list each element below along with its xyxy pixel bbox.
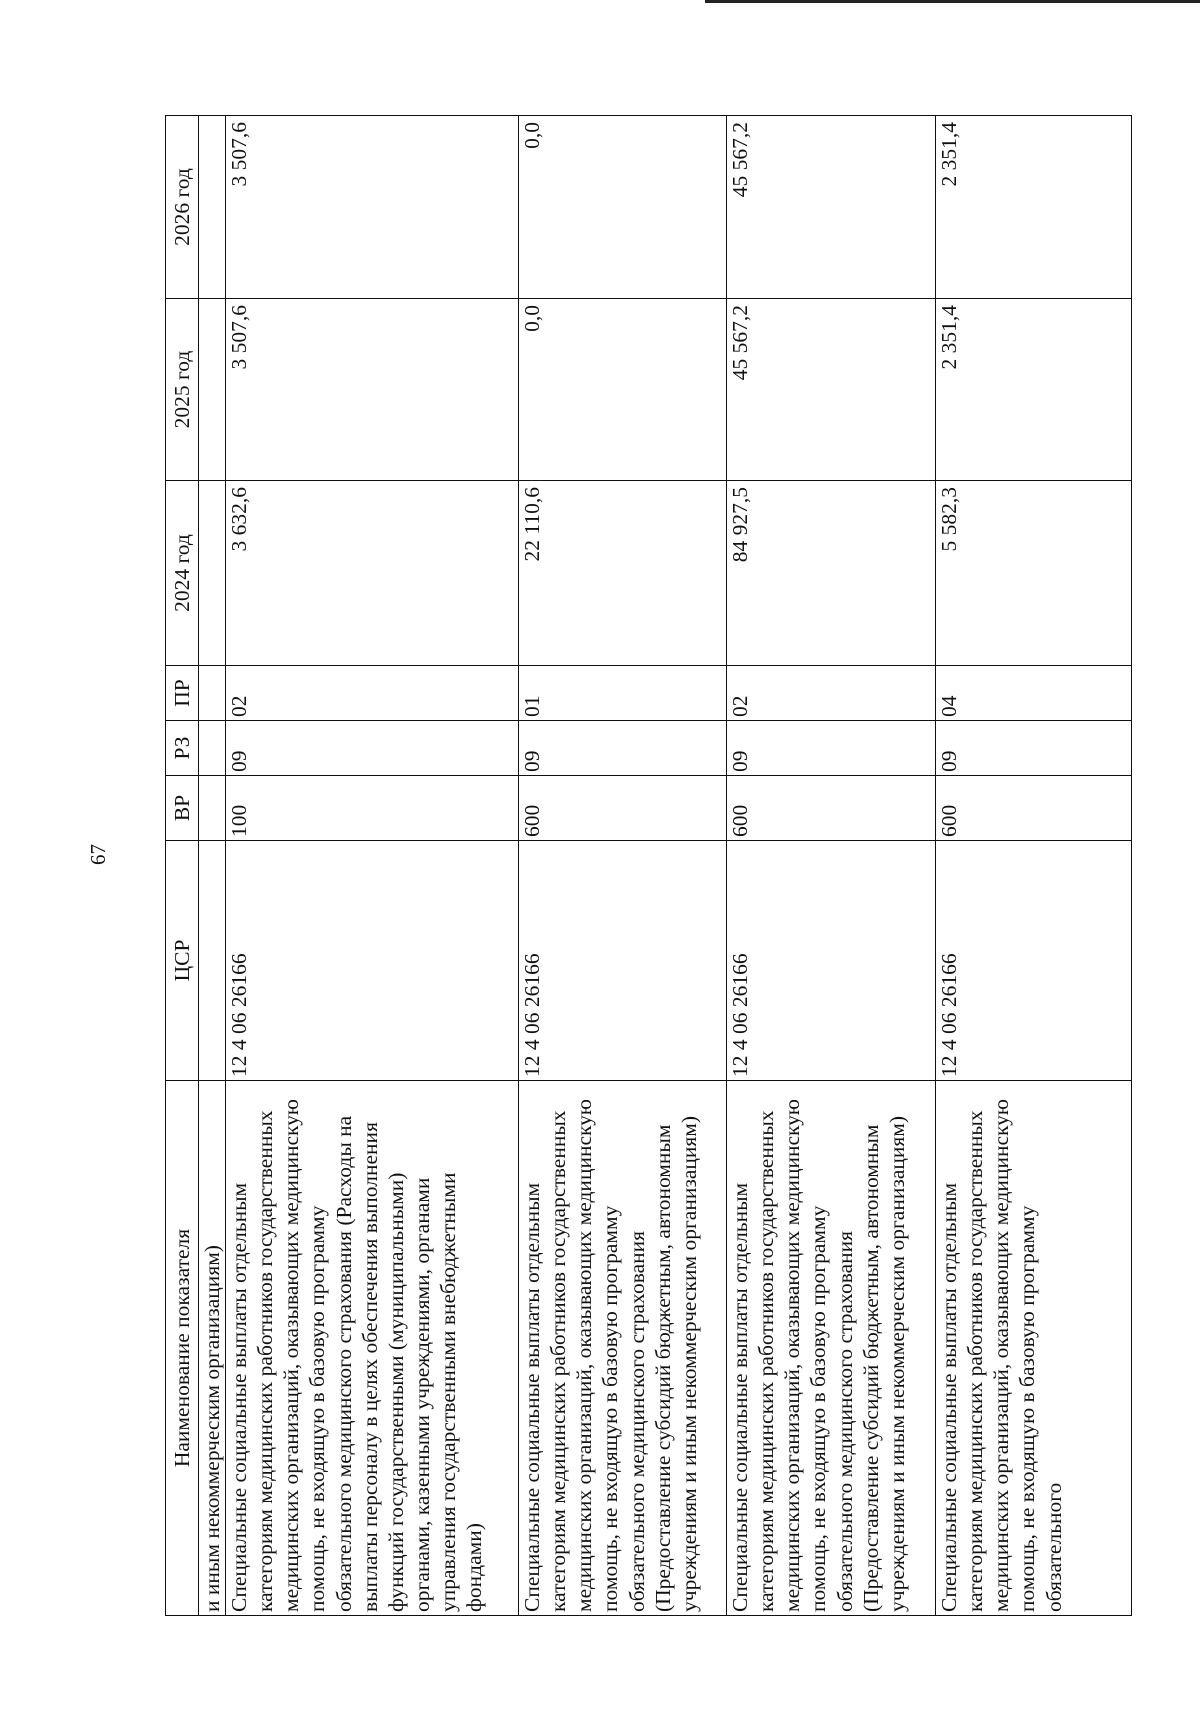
row-vr: 600: [936, 776, 1132, 841]
row-2024: 84 927,5: [727, 481, 936, 666]
row-2026: 2 351,4: [936, 116, 1132, 299]
continuation-2025: [199, 299, 226, 481]
table-row: [519, 116, 727, 1616]
header-2025: 2025 год: [166, 299, 199, 481]
continuation-2024: [199, 481, 226, 666]
header-2026: 2026 год: [166, 116, 199, 299]
continuation-pr: [199, 666, 226, 721]
row-name: Специальные социальные выплаты отдельным категориям медицинских работников государственных медицинских организаций, оказывающих медицинскую помощь, не входящую в базовую программу обязательного медицинского страхования (Расходы на выплаты персоналу в целях обеспечения выполнения функций государственными (муниципальными) органами, казенными учреждениями, органами управления государственными внебюджетными фондами): [226, 1081, 519, 1616]
continuation-name: и иным некоммерческим организациям): [199, 1081, 226, 1616]
row-csr: 12 4 06 26166: [226, 841, 519, 1081]
row-pr: 02: [727, 666, 936, 721]
continuation-vr: [199, 776, 226, 841]
row-2025: 3 507,6: [226, 299, 519, 481]
row-csr: 12 4 06 26166: [727, 841, 936, 1081]
scan-border-line: [705, 0, 1200, 3]
row-2025: 45 567,2: [727, 299, 936, 481]
row-name: Специальные социальные выплаты отдельным категориям медицинских работников государственных медицинских организаций, оказывающих медицинскую помощь, не входящую в базовую программу обязательного медицинского страхования (Предоставление субсидий бюджетным, автономным учреждениям и иным некоммерческим организациям): [519, 1081, 727, 1616]
row-vr: 100: [226, 776, 519, 841]
header-name: Наименование показателя: [166, 1081, 199, 1616]
header-rz: РЗ: [166, 721, 199, 776]
row-vr: 600: [519, 776, 727, 841]
header-2024: 2024 год: [166, 481, 199, 666]
continuation-csr: [199, 841, 226, 1081]
row-rz: 09: [519, 721, 727, 776]
table-row: [226, 116, 519, 1616]
header-pr: ПР: [166, 666, 199, 721]
header-csr: ЦСР: [166, 841, 199, 1081]
page-number: 67: [86, 844, 110, 865]
row-rz: 09: [936, 721, 1132, 776]
row-2024: 3 632,6: [226, 481, 519, 666]
continuation-rz: [199, 721, 226, 776]
row-2026: 45 567,2: [727, 116, 936, 299]
header-vr: ВР: [166, 776, 199, 841]
row-pr: 04: [936, 666, 1132, 721]
row-csr: 12 4 06 26166: [936, 841, 1132, 1081]
row-name: Специальные социальные выплаты отдельным категориям медицинских работников государственных медицинских организаций, оказывающих медицинскую помощь, не входящую в базовую программу обязательного: [936, 1081, 1132, 1616]
row-2024: 22 110,6: [519, 481, 727, 666]
row-2025: 2 351,4: [936, 299, 1132, 481]
row-pr: 02: [226, 666, 519, 721]
row-2024: 5 582,3: [936, 481, 1132, 666]
row-rz: 09: [226, 721, 519, 776]
row-csr: 12 4 06 26166: [519, 841, 727, 1081]
table-row: [727, 116, 936, 1616]
continuation-row: [199, 116, 226, 1616]
table-row: [936, 116, 1132, 1616]
row-vr: 600: [727, 776, 936, 841]
row-rz: 09: [727, 721, 936, 776]
row-name: Специальные социальные выплаты отдельным категориям медицинских работников государственных медицинских организаций, оказывающих медицинскую помощь, не входящую в базовую программу обязательного медицинского страхования (Предоставление субсидий бюджетным, автономным учреждениям и иным некоммерческим организациям): [727, 1081, 936, 1616]
row-2026: 3 507,6: [226, 116, 519, 299]
table-header-row: [166, 116, 199, 1616]
rotated-table-container: [165, 116, 1155, 1616]
budget-table: [165, 115, 1132, 1616]
row-2025: 0,0: [519, 299, 727, 481]
row-2026: 0,0: [519, 116, 727, 299]
continuation-2026: [199, 116, 226, 299]
row-pr: 01: [519, 666, 727, 721]
